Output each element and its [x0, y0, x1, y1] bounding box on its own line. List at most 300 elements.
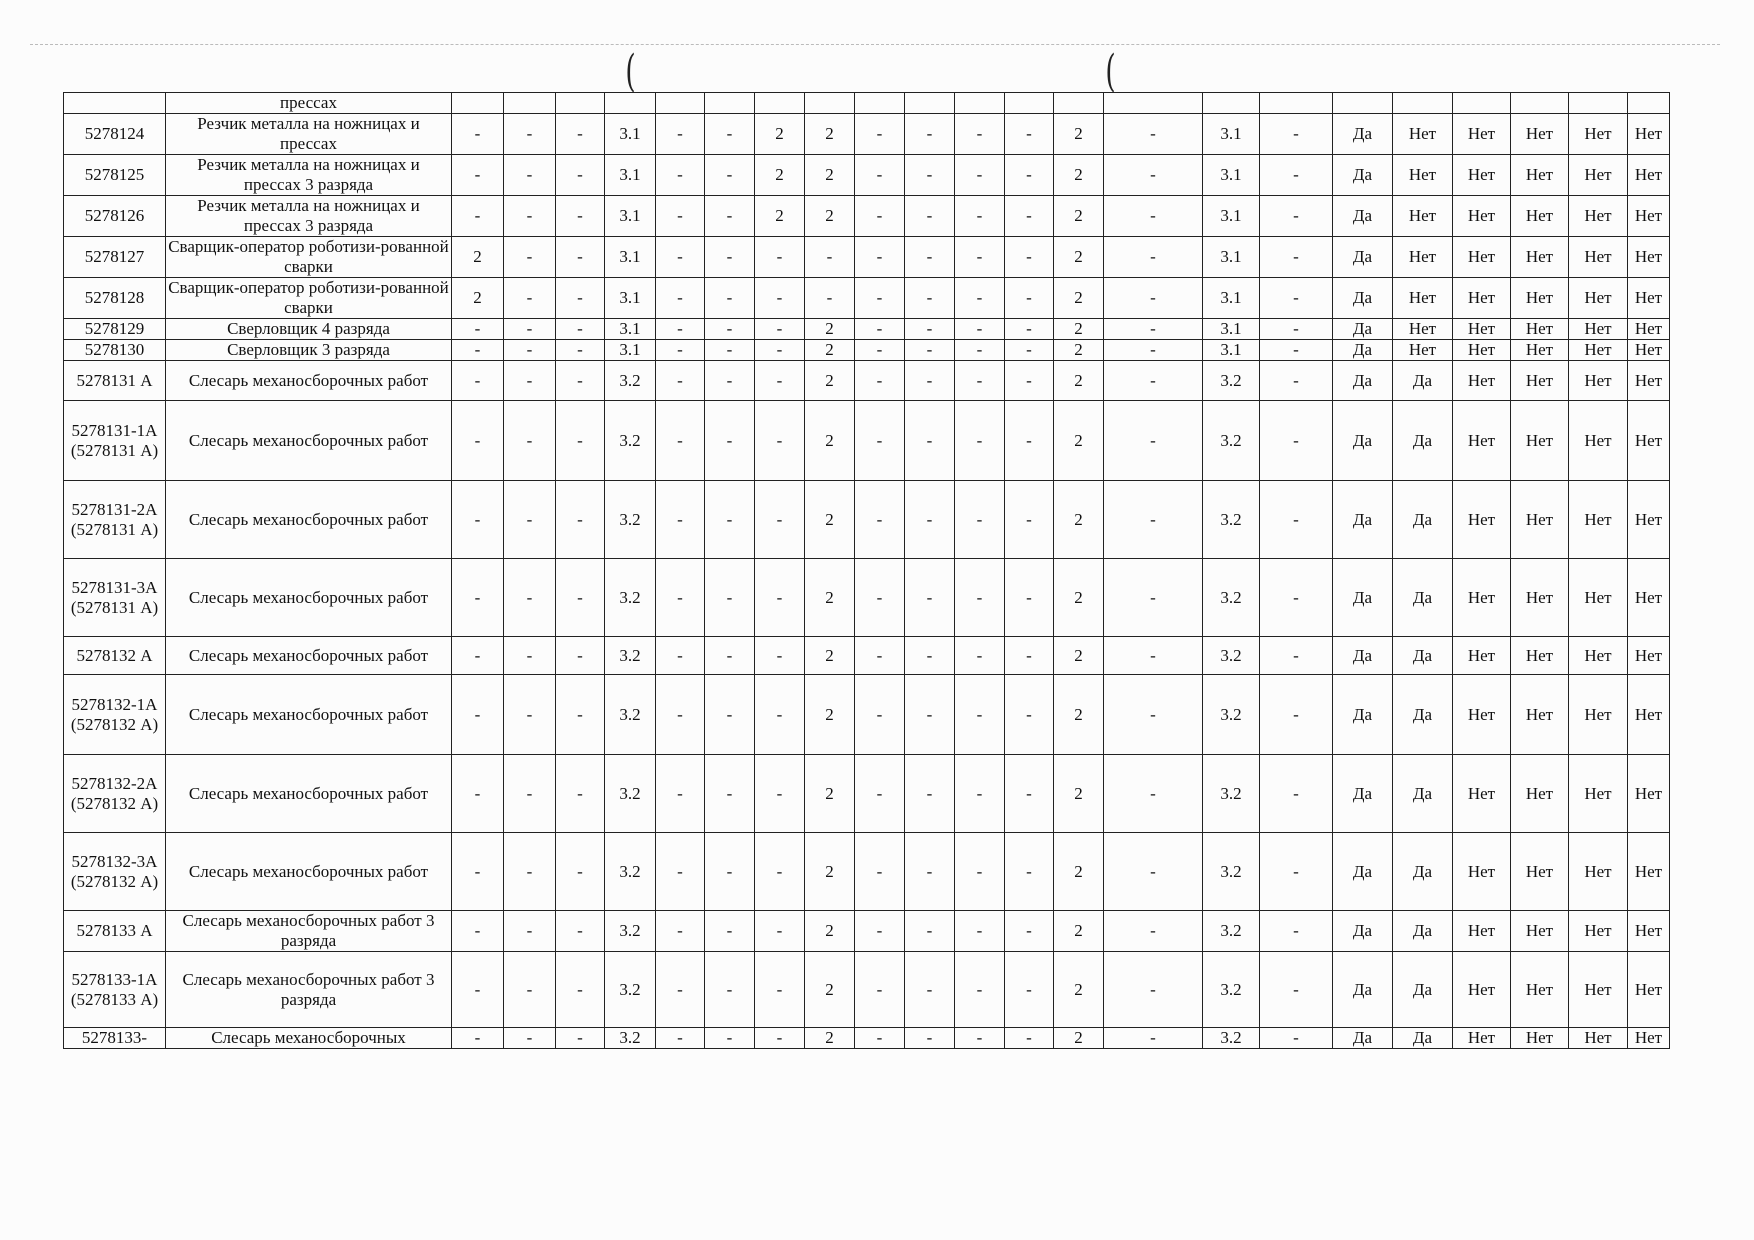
row-value-cell: -	[705, 278, 755, 319]
table-row	[64, 833, 1670, 911]
row-value-cell: Нет	[1569, 755, 1628, 833]
row-value-cell: Нет	[1511, 952, 1569, 1028]
row-value-cell: -	[705, 755, 755, 833]
row-value-cell: -	[656, 278, 705, 319]
row-value-cell: 2	[755, 114, 805, 155]
row-value-cell: -	[1005, 833, 1054, 911]
row-value-cell: Нет	[1393, 114, 1453, 155]
row-value-cell: Нет	[1511, 481, 1569, 559]
row-value-cell: -	[452, 911, 504, 952]
row-value-cell: -	[1005, 340, 1054, 361]
row-value-cell: Нет	[1511, 755, 1569, 833]
row-value-cell: -	[705, 155, 755, 196]
row-value-cell: -	[1104, 559, 1203, 637]
row-value-cell: Нет	[1569, 481, 1628, 559]
row-value-cell: -	[1260, 155, 1333, 196]
row-value-cell: -	[755, 278, 805, 319]
row-value-cell: 2	[805, 340, 855, 361]
row-value-cell: Нет	[1628, 637, 1670, 675]
row-value-cell: 2	[805, 481, 855, 559]
row-value-cell: 2	[1054, 278, 1104, 319]
row-value-cell: Нет	[1511, 278, 1569, 319]
row-value-cell: Нет	[1628, 278, 1670, 319]
row-value-cell: Нет	[1569, 637, 1628, 675]
row-value-cell: -	[1005, 319, 1054, 340]
row-value-cell: -	[855, 1028, 905, 1049]
row-value-cell: 3.1	[1203, 196, 1260, 237]
row-value-cell: Нет	[1511, 1028, 1569, 1049]
row-value-cell: Нет	[1569, 340, 1628, 361]
row-profession-cell: Слесарь механосборочных работ	[166, 675, 452, 755]
row-value-cell: -	[556, 278, 605, 319]
row-value-cell: Нет	[1569, 675, 1628, 755]
row-value-cell: -	[452, 319, 504, 340]
row-value-cell: -	[1104, 481, 1203, 559]
row-value-cell: Нет	[1453, 340, 1511, 361]
row-value-cell: -	[1260, 196, 1333, 237]
row-value-cell: Нет	[1453, 114, 1511, 155]
row-value-cell: -	[755, 637, 805, 675]
row-value-cell: -	[452, 1028, 504, 1049]
row-value-cell	[452, 93, 504, 114]
row-value-cell: -	[755, 911, 805, 952]
row-value-cell: -	[1104, 196, 1203, 237]
row-value-cell: 2	[805, 361, 855, 401]
row-code-cell: 5278130	[64, 340, 166, 361]
row-code-cell: 5278131-2А (5278131 А)	[64, 481, 166, 559]
row-value-cell: -	[705, 319, 755, 340]
row-value-cell: -	[705, 361, 755, 401]
row-value-cell: -	[1260, 319, 1333, 340]
table-row	[64, 952, 1670, 1028]
row-value-cell: -	[656, 114, 705, 155]
row-profession-cell: Слесарь механосборочных	[166, 1028, 452, 1049]
row-value-cell: Нет	[1628, 401, 1670, 481]
row-value-cell: 3.1	[1203, 155, 1260, 196]
row-value-cell: Нет	[1569, 559, 1628, 637]
row-value-cell: -	[1260, 340, 1333, 361]
row-value-cell: -	[1005, 637, 1054, 675]
row-value-cell: Нет	[1511, 401, 1569, 481]
row-value-cell: -	[656, 481, 705, 559]
row-value-cell: 3.2	[605, 361, 656, 401]
row-value-cell: -	[755, 675, 805, 755]
row-value-cell: -	[955, 278, 1005, 319]
row-value-cell: -	[1005, 278, 1054, 319]
row-value-cell: -	[955, 675, 1005, 755]
row-value-cell: -	[504, 196, 556, 237]
row-value-cell: -	[955, 196, 1005, 237]
row-value-cell: -	[452, 952, 504, 1028]
row-value-cell: 3.1	[1203, 114, 1260, 155]
row-value-cell: -	[955, 361, 1005, 401]
row-value-cell: -	[855, 952, 905, 1028]
row-value-cell: -	[855, 319, 905, 340]
row-value-cell	[1393, 93, 1453, 114]
row-value-cell: -	[556, 833, 605, 911]
row-value-cell: Нет	[1569, 114, 1628, 155]
row-value-cell: -	[504, 155, 556, 196]
workplace-assessment-table	[63, 92, 1670, 1049]
row-profession-cell: Слесарь механосборочных работ	[166, 361, 452, 401]
row-value-cell	[705, 93, 755, 114]
row-value-cell	[755, 93, 805, 114]
row-value-cell: Да	[1333, 278, 1393, 319]
row-value-cell: -	[452, 196, 504, 237]
row-value-cell: -	[1260, 675, 1333, 755]
row-value-cell: -	[556, 481, 605, 559]
row-value-cell: -	[504, 361, 556, 401]
row-value-cell: Нет	[1453, 401, 1511, 481]
row-value-cell: 2	[805, 911, 855, 952]
row-value-cell: Нет	[1511, 361, 1569, 401]
row-value-cell: -	[855, 155, 905, 196]
row-value-cell: -	[755, 559, 805, 637]
row-value-cell: -	[805, 278, 855, 319]
table-row	[64, 911, 1670, 952]
row-value-cell: -	[855, 340, 905, 361]
row-value-cell: -	[955, 1028, 1005, 1049]
row-value-cell: -	[755, 361, 805, 401]
row-value-cell: 3.2	[605, 675, 656, 755]
row-value-cell: 2	[1054, 911, 1104, 952]
table-body	[64, 93, 1670, 1049]
row-value-cell: -	[1104, 319, 1203, 340]
row-value-cell	[1054, 93, 1104, 114]
row-value-cell: -	[855, 675, 905, 755]
row-value-cell: -	[905, 637, 955, 675]
row-value-cell: -	[1005, 952, 1054, 1028]
row-value-cell: 3.1	[605, 196, 656, 237]
row-value-cell: Нет	[1511, 196, 1569, 237]
row-value-cell: -	[755, 319, 805, 340]
row-value-cell: -	[504, 675, 556, 755]
row-value-cell: -	[905, 401, 955, 481]
row-value-cell: -	[955, 114, 1005, 155]
row-value-cell: 2	[1054, 481, 1104, 559]
row-value-cell: -	[755, 340, 805, 361]
row-value-cell: -	[1005, 559, 1054, 637]
row-value-cell: -	[1104, 637, 1203, 675]
row-value-cell: Да	[1393, 833, 1453, 911]
row-value-cell: -	[705, 481, 755, 559]
row-value-cell: Нет	[1628, 833, 1670, 911]
row-value-cell: 3.2	[1203, 637, 1260, 675]
binding-mark-left: (	[625, 46, 636, 97]
row-value-cell: -	[905, 319, 955, 340]
row-value-cell: Нет	[1569, 278, 1628, 319]
row-value-cell: 3.2	[605, 911, 656, 952]
row-value-cell: -	[855, 114, 905, 155]
row-value-cell: 2	[805, 559, 855, 637]
row-value-cell: Нет	[1628, 361, 1670, 401]
row-value-cell: -	[905, 155, 955, 196]
table-row	[64, 114, 1670, 155]
row-value-cell: -	[705, 1028, 755, 1049]
row-value-cell: 3.1	[605, 278, 656, 319]
row-value-cell: 3.2	[1203, 675, 1260, 755]
table-row	[64, 361, 1670, 401]
row-value-cell: Нет	[1453, 481, 1511, 559]
row-value-cell: -	[955, 637, 1005, 675]
row-value-cell: -	[705, 559, 755, 637]
row-value-cell: -	[1005, 755, 1054, 833]
row-value-cell: Нет	[1453, 1028, 1511, 1049]
row-value-cell: -	[556, 114, 605, 155]
row-code-cell: 5278132-1А (5278132 А)	[64, 675, 166, 755]
row-value-cell: -	[1005, 911, 1054, 952]
row-value-cell: Нет	[1453, 361, 1511, 401]
row-value-cell: -	[1260, 237, 1333, 278]
row-value-cell: -	[504, 401, 556, 481]
row-value-cell: -	[1104, 833, 1203, 911]
row-value-cell: -	[452, 361, 504, 401]
row-value-cell: -	[556, 319, 605, 340]
row-value-cell: Нет	[1511, 319, 1569, 340]
row-value-cell: Да	[1333, 155, 1393, 196]
row-value-cell	[1453, 93, 1511, 114]
row-value-cell: -	[855, 361, 905, 401]
row-value-cell: Нет	[1511, 675, 1569, 755]
row-value-cell: -	[504, 833, 556, 911]
row-value-cell: -	[656, 196, 705, 237]
row-value-cell: -	[656, 1028, 705, 1049]
row-value-cell: 3.2	[1203, 401, 1260, 481]
row-value-cell: 3.2	[1203, 559, 1260, 637]
row-value-cell: -	[556, 361, 605, 401]
row-code-cell: 5278131-1А (5278131 А)	[64, 401, 166, 481]
row-value-cell: 3.1	[1203, 340, 1260, 361]
row-value-cell: 3.2	[605, 481, 656, 559]
row-value-cell: -	[855, 481, 905, 559]
row-value-cell: 2	[805, 401, 855, 481]
row-value-cell: Нет	[1511, 114, 1569, 155]
row-value-cell: 3.1	[1203, 278, 1260, 319]
row-profession-cell: Сверловщик 4 разряда	[166, 319, 452, 340]
row-profession-cell: Слесарь механосборочных работ	[166, 401, 452, 481]
row-value-cell: -	[905, 911, 955, 952]
row-value-cell: Нет	[1628, 155, 1670, 196]
row-value-cell: 2	[755, 196, 805, 237]
row-value-cell: 3.1	[605, 319, 656, 340]
row-profession-cell: Слесарь механосборочных работ	[166, 481, 452, 559]
row-value-cell: Нет	[1393, 237, 1453, 278]
row-value-cell: -	[955, 401, 1005, 481]
row-value-cell: Нет	[1453, 319, 1511, 340]
row-value-cell: -	[556, 196, 605, 237]
row-value-cell: Нет	[1453, 155, 1511, 196]
row-value-cell	[556, 93, 605, 114]
row-value-cell: -	[452, 481, 504, 559]
table-row	[64, 196, 1670, 237]
row-value-cell: 2	[1054, 340, 1104, 361]
row-value-cell: 3.2	[1203, 911, 1260, 952]
row-value-cell: 2	[1054, 833, 1104, 911]
row-value-cell: -	[452, 637, 504, 675]
row-value-cell: Нет	[1569, 361, 1628, 401]
row-profession-cell: Сварщик-оператор роботизи-рованной сварки	[166, 278, 452, 319]
row-value-cell: -	[755, 1028, 805, 1049]
table-row	[64, 755, 1670, 833]
row-value-cell: -	[705, 196, 755, 237]
row-profession-cell: Сверловщик 3 разряда	[166, 340, 452, 361]
row-profession-cell: Резчик металла на ножницах и прессах 3 разряда	[166, 196, 452, 237]
table-row	[64, 1028, 1670, 1049]
row-value-cell: -	[656, 637, 705, 675]
row-value-cell	[605, 93, 656, 114]
row-value-cell: Нет	[1393, 319, 1453, 340]
row-value-cell: Нет	[1511, 155, 1569, 196]
row-value-cell: Нет	[1453, 196, 1511, 237]
row-profession-cell: Слесарь механосборочных работ 3 разряда	[166, 952, 452, 1028]
row-value-cell: 2	[805, 155, 855, 196]
row-value-cell: Да	[1333, 833, 1393, 911]
row-value-cell: 3.1	[605, 340, 656, 361]
row-value-cell: -	[955, 237, 1005, 278]
row-profession-cell: Резчик металла на ножницах и прессах	[166, 114, 452, 155]
row-value-cell	[955, 93, 1005, 114]
row-value-cell: 3.2	[605, 401, 656, 481]
row-value-cell: -	[905, 833, 955, 911]
row-value-cell: Нет	[1628, 319, 1670, 340]
row-code-cell: 5278131-3А (5278131 А)	[64, 559, 166, 637]
row-value-cell: -	[504, 911, 556, 952]
row-value-cell: -	[556, 237, 605, 278]
row-value-cell: -	[1005, 196, 1054, 237]
row-value-cell: Нет	[1511, 637, 1569, 675]
row-value-cell: 2	[1054, 559, 1104, 637]
row-value-cell: -	[705, 637, 755, 675]
row-value-cell: -	[905, 559, 955, 637]
table-row	[64, 675, 1670, 755]
row-value-cell: -	[905, 1028, 955, 1049]
row-value-cell: -	[955, 833, 1005, 911]
row-profession-cell: Слесарь механосборочных работ 3 разряда	[166, 911, 452, 952]
row-value-cell: -	[955, 481, 1005, 559]
row-value-cell: 3.2	[1203, 361, 1260, 401]
row-value-cell: 3.2	[1203, 833, 1260, 911]
row-value-cell: -	[705, 401, 755, 481]
row-code-cell: 5278126	[64, 196, 166, 237]
row-value-cell: -	[1005, 481, 1054, 559]
row-value-cell: -	[1104, 911, 1203, 952]
row-value-cell: Да	[1333, 401, 1393, 481]
row-value-cell: -	[1260, 401, 1333, 481]
row-value-cell: 3.2	[1203, 1028, 1260, 1049]
row-value-cell: -	[656, 559, 705, 637]
row-value-cell: 2	[1054, 196, 1104, 237]
row-value-cell: -	[855, 559, 905, 637]
row-code-cell: 5278129	[64, 319, 166, 340]
table-row	[64, 93, 1670, 114]
row-value-cell: Нет	[1393, 278, 1453, 319]
row-value-cell: 2	[1054, 952, 1104, 1028]
row-value-cell	[656, 93, 705, 114]
row-value-cell: Нет	[1453, 278, 1511, 319]
row-value-cell: 3.1	[605, 237, 656, 278]
row-code-cell: 5278132-2А (5278132 А)	[64, 755, 166, 833]
row-value-cell: 2	[805, 196, 855, 237]
row-value-cell: -	[905, 675, 955, 755]
row-value-cell: -	[1260, 559, 1333, 637]
row-value-cell: -	[1005, 401, 1054, 481]
row-value-cell: -	[504, 559, 556, 637]
row-value-cell	[905, 93, 955, 114]
row-value-cell: -	[1005, 1028, 1054, 1049]
row-value-cell: Нет	[1569, 952, 1628, 1028]
row-value-cell: -	[504, 1028, 556, 1049]
row-value-cell: -	[1104, 755, 1203, 833]
row-profession-cell: Слесарь механосборочных работ	[166, 755, 452, 833]
row-value-cell: 3.1	[605, 114, 656, 155]
table-row	[64, 155, 1670, 196]
row-value-cell: -	[855, 196, 905, 237]
row-value-cell: -	[1260, 278, 1333, 319]
row-value-cell: -	[955, 559, 1005, 637]
row-value-cell: -	[955, 952, 1005, 1028]
row-value-cell: 3.1	[1203, 237, 1260, 278]
row-value-cell: Да	[1393, 952, 1453, 1028]
row-code-cell: 5278133-1А (5278133 А)	[64, 952, 166, 1028]
row-value-cell	[1005, 93, 1054, 114]
row-value-cell: 2	[805, 952, 855, 1028]
row-value-cell: Да	[1333, 237, 1393, 278]
row-value-cell: -	[504, 755, 556, 833]
row-value-cell: -	[656, 833, 705, 911]
row-value-cell: -	[1260, 114, 1333, 155]
row-value-cell: -	[1104, 675, 1203, 755]
row-value-cell: -	[705, 237, 755, 278]
row-value-cell: -	[955, 340, 1005, 361]
row-value-cell: -	[504, 637, 556, 675]
row-value-cell: -	[905, 278, 955, 319]
row-value-cell: -	[855, 911, 905, 952]
row-value-cell: -	[452, 340, 504, 361]
row-value-cell: 2	[452, 278, 504, 319]
row-value-cell: -	[656, 319, 705, 340]
row-value-cell	[1569, 93, 1628, 114]
row-value-cell: Нет	[1569, 196, 1628, 237]
row-value-cell: -	[905, 237, 955, 278]
row-value-cell: -	[1104, 1028, 1203, 1049]
row-value-cell: -	[905, 755, 955, 833]
row-value-cell: -	[755, 833, 805, 911]
row-value-cell: -	[1005, 114, 1054, 155]
row-value-cell: -	[1104, 361, 1203, 401]
table-row	[64, 559, 1670, 637]
row-value-cell: Нет	[1453, 559, 1511, 637]
row-value-cell: -	[452, 401, 504, 481]
row-value-cell: 3.2	[605, 755, 656, 833]
table-row	[64, 340, 1670, 361]
row-code-cell: 5278131 А	[64, 361, 166, 401]
table-row	[64, 237, 1670, 278]
row-value-cell: Нет	[1453, 755, 1511, 833]
row-value-cell: -	[905, 340, 955, 361]
row-value-cell	[1203, 93, 1260, 114]
row-value-cell: -	[1005, 155, 1054, 196]
row-value-cell: 2	[805, 114, 855, 155]
row-value-cell: 2	[1054, 361, 1104, 401]
row-value-cell: -	[504, 952, 556, 1028]
row-value-cell: -	[556, 911, 605, 952]
row-value-cell: -	[1005, 675, 1054, 755]
row-value-cell: 3.2	[1203, 755, 1260, 833]
row-value-cell: -	[1104, 401, 1203, 481]
row-value-cell: Да	[1333, 114, 1393, 155]
row-value-cell: 3.2	[1203, 481, 1260, 559]
row-value-cell: Да	[1333, 196, 1393, 237]
